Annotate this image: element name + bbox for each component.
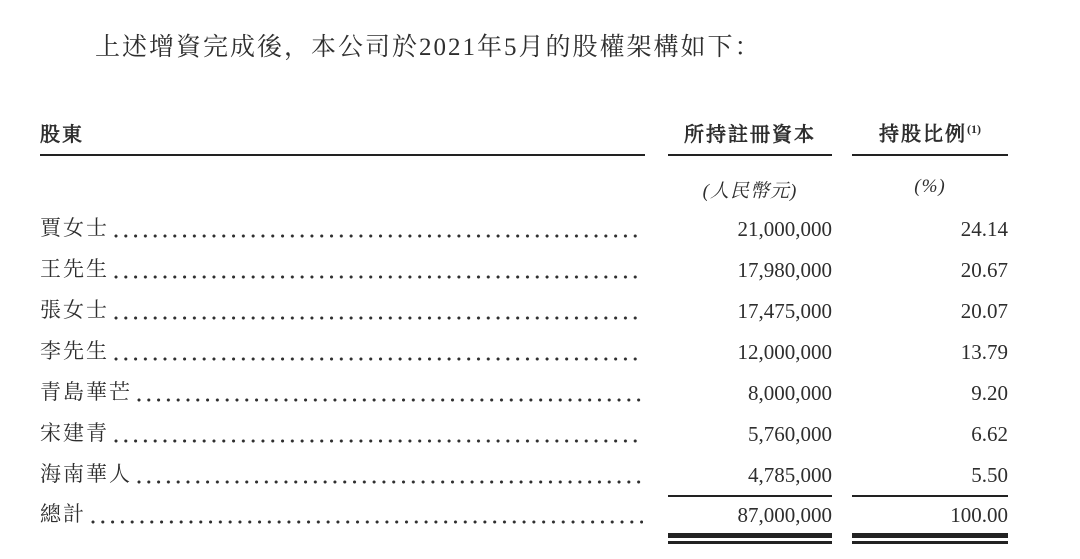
total-percentage-value: 100.00 (950, 502, 1008, 527)
shareholder-name: 賈女士 (40, 215, 109, 240)
total-name-cell (40, 498, 645, 528)
capital-value: 8,000,000 (748, 380, 832, 405)
rule-spacer (40, 533, 645, 544)
shareholder-cell (40, 376, 645, 406)
table-row (40, 208, 1008, 249)
capital-subtotal-rule (668, 495, 832, 497)
column-gap (645, 495, 668, 497)
shareholder-name: 青島華芒 (40, 379, 132, 404)
percentage-value: 6.62 (971, 421, 1008, 446)
shareholder-name: 李先生 (40, 338, 109, 363)
capital-value: 17,475,000 (737, 298, 832, 323)
table-units-row (40, 156, 1008, 208)
total-label: 總計 (40, 501, 86, 526)
table-row (40, 454, 1008, 495)
table-row (40, 249, 1008, 290)
percentage-value: 5.50 (971, 462, 1008, 487)
capital-unit: (人民幣元) (702, 180, 798, 202)
percentage-subtotal-rule (852, 495, 1008, 497)
dot-leader (137, 398, 643, 402)
dot-leader (114, 234, 643, 238)
dot-leader (114, 357, 643, 361)
capital-value: 17,980,000 (737, 257, 832, 282)
shareholder-cell (40, 335, 645, 365)
percentage-value: 13.79 (960, 339, 1008, 364)
total-capital-value: 87,000,000 (737, 502, 832, 527)
col-header-shareholder: 股東 (40, 122, 645, 156)
total-row (40, 497, 1008, 533)
dot-leader (114, 316, 643, 320)
col-header-percentage (852, 116, 1008, 156)
units-spacer (40, 176, 645, 208)
capital-value: 21,000,000 (737, 216, 832, 241)
percentage-value: 20.07 (960, 298, 1008, 323)
percentage-value: 20.67 (960, 257, 1008, 282)
shareholder-name: 王先生 (40, 256, 109, 281)
percentage-total-double-rule (852, 533, 1008, 544)
dot-leader (114, 275, 643, 279)
column-gap (645, 533, 668, 544)
intro-text: 上述增資完成後，本公司於2021年5月的股權架構如下： (95, 34, 762, 61)
column-gap (832, 533, 852, 544)
shareholder-cell (40, 253, 645, 283)
rule-spacer (40, 495, 645, 497)
subtotal-rule-row (40, 495, 1008, 497)
table-row (40, 413, 1008, 454)
shareholder-name: 張女士 (40, 297, 109, 322)
dot-leader (91, 520, 643, 524)
shareholder-cell (40, 417, 645, 447)
shareholder-name: 宋建青 (40, 420, 109, 445)
capital-total-double-rule (668, 533, 832, 544)
table-row (40, 331, 1008, 372)
table-row (40, 290, 1008, 331)
percentage-value: 9.20 (971, 380, 1008, 405)
table-body (40, 208, 1008, 495)
dot-leader (137, 480, 643, 484)
percentage-value: 24.14 (960, 216, 1008, 241)
shareholder-cell (40, 458, 645, 488)
dot-leader (114, 439, 643, 443)
capital-value: 5,760,000 (748, 421, 832, 446)
col-header-capital: 所持註冊資本 (668, 122, 832, 156)
capital-value: 4,785,000 (748, 462, 832, 487)
table-row (40, 372, 1008, 413)
percentage-unit: (%) (914, 175, 946, 197)
table-header-row (40, 116, 1008, 156)
shareholding-table (40, 116, 1008, 544)
column-gap (645, 176, 668, 208)
col-header-percentage-label: 持股比例 (879, 123, 967, 146)
column-gap (832, 495, 852, 497)
shareholder-name: 海南華人 (40, 461, 132, 486)
shareholder-cell (40, 212, 645, 242)
capital-value: 12,000,000 (737, 339, 832, 364)
column-gap (832, 176, 852, 208)
shareholder-cell (40, 294, 645, 324)
footnote-marker: (1) (967, 122, 981, 136)
grand-total-rule-row (40, 533, 1008, 544)
